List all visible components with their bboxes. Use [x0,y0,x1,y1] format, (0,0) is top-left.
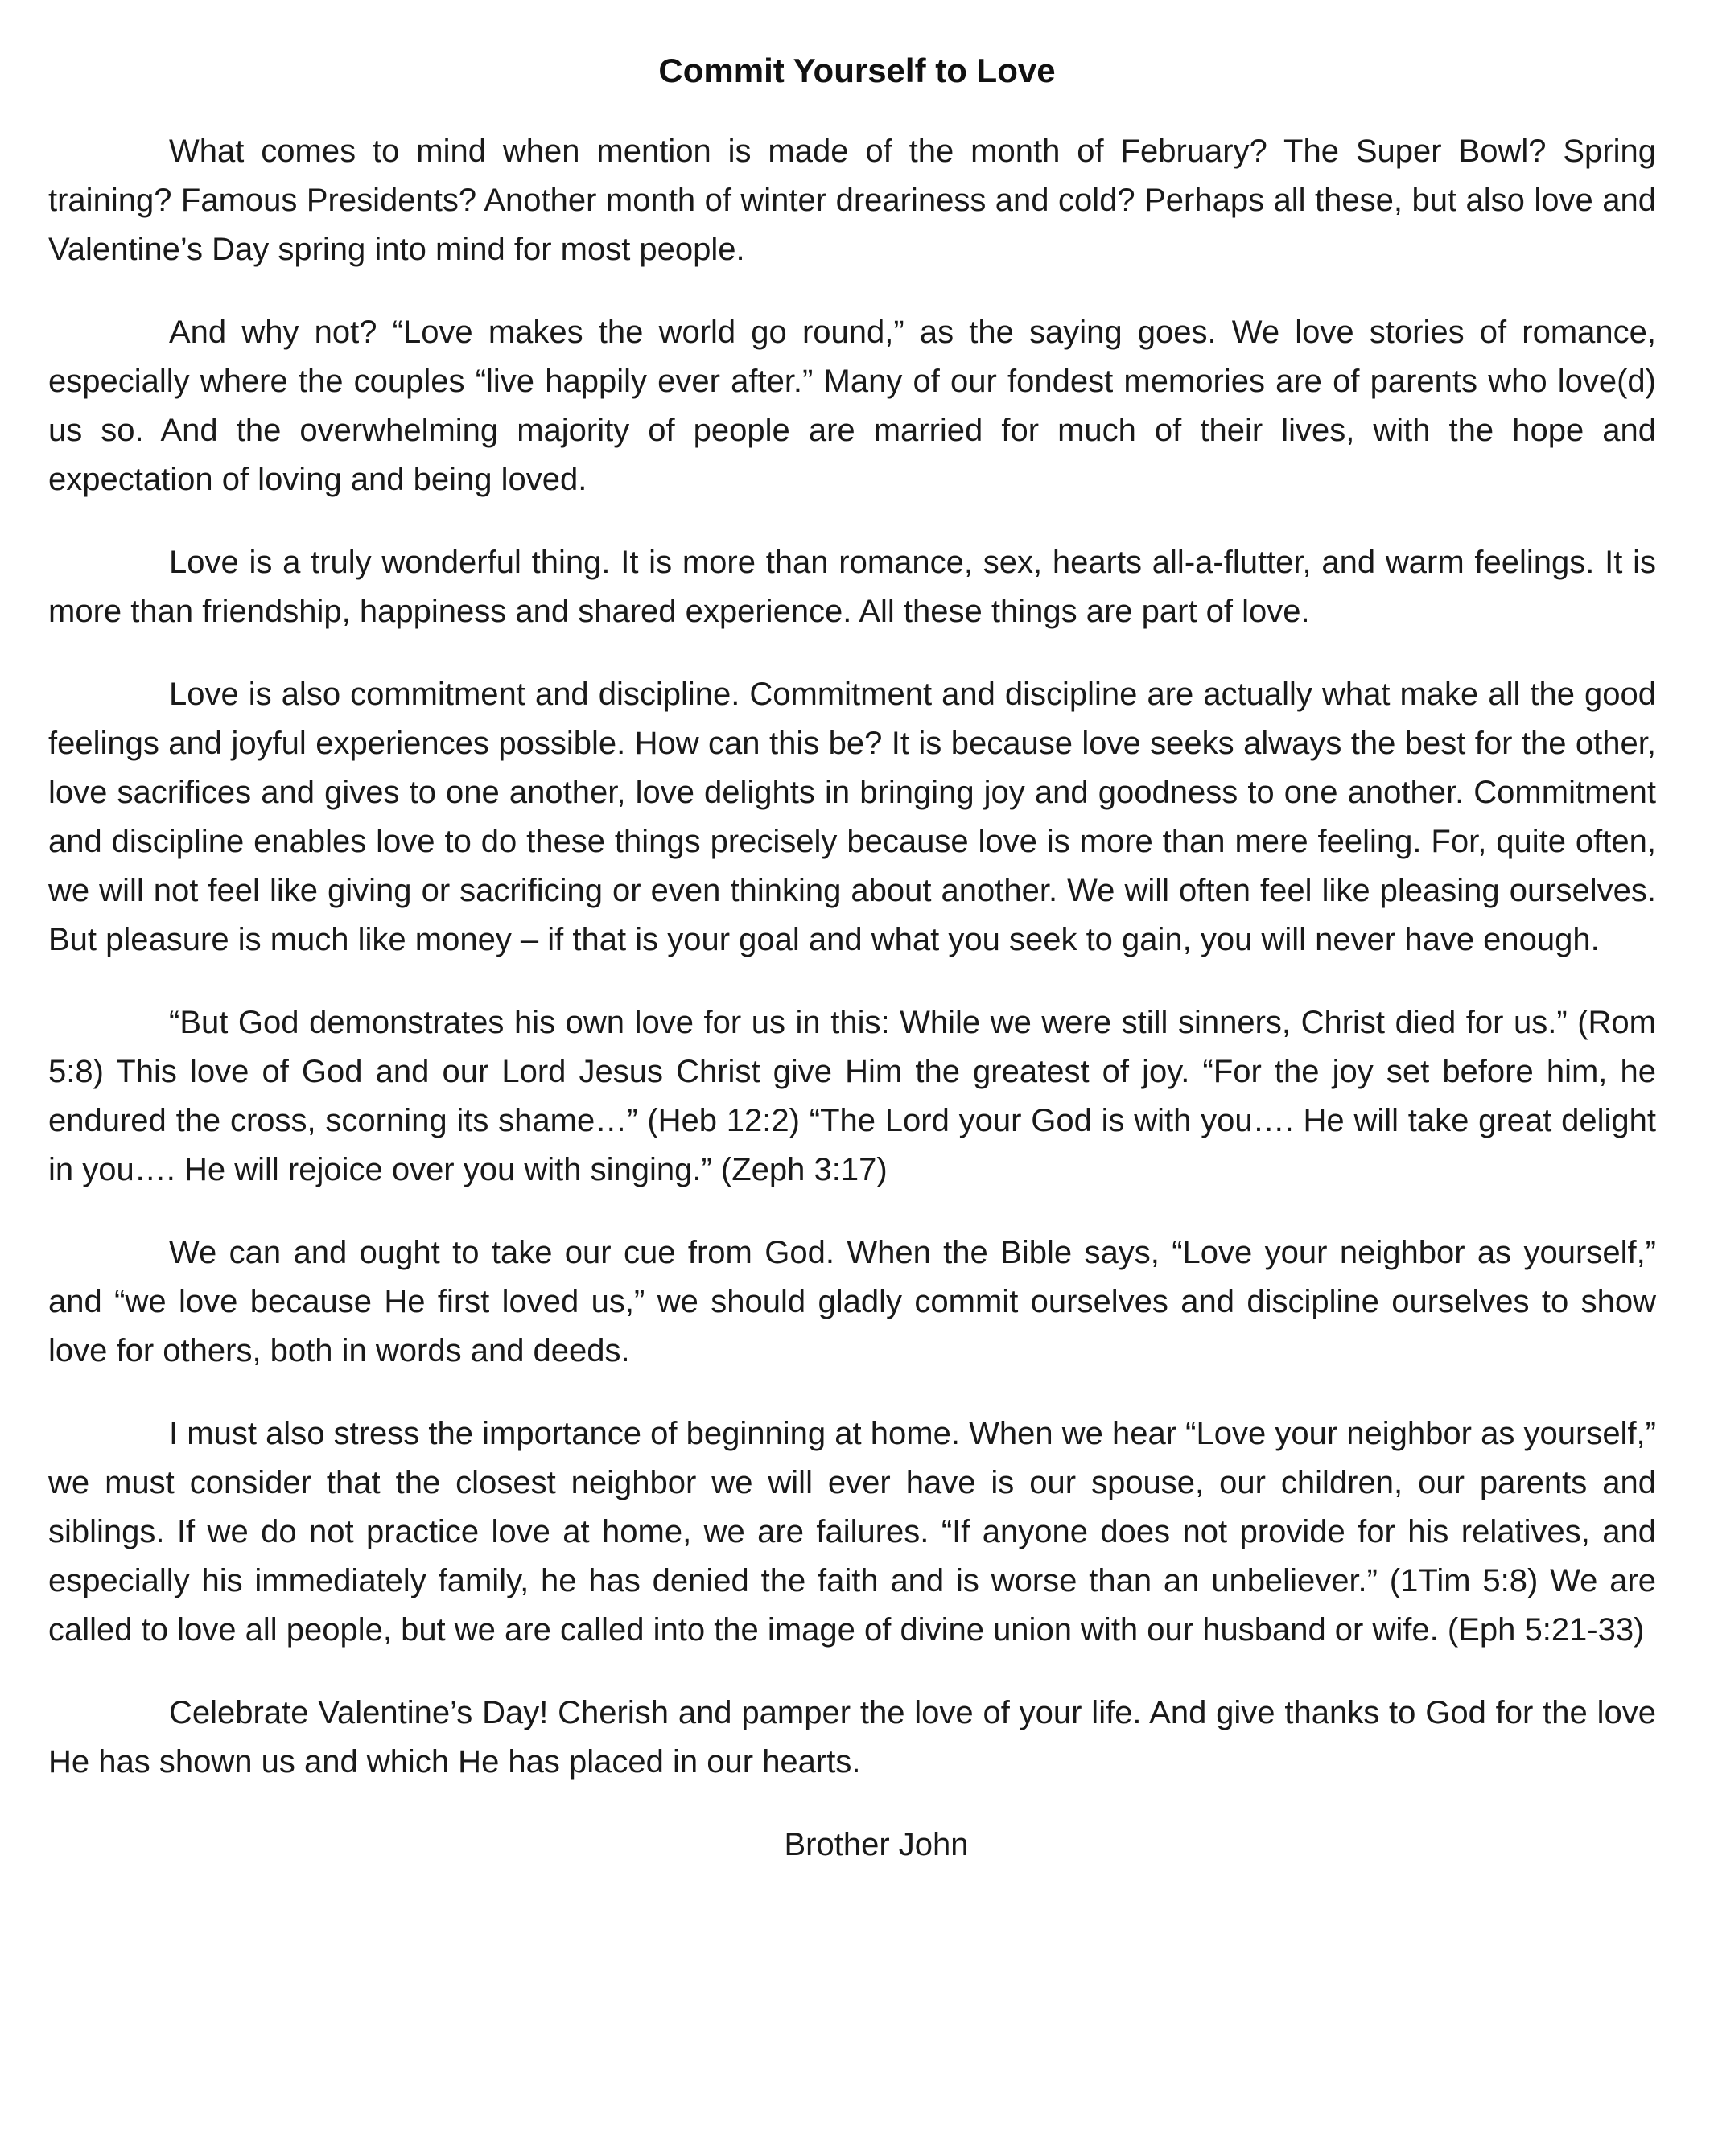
paragraph-celebrate: Celebrate Valentine’s Day! Cherish and pamper the love of your life. And give thanks to God for the love He has shown us and which He has placed in our hearts. [48,1695,1656,1780]
paragraph-beginning-at-home: I must also stress the importance of beginning at home. When we hear “Love your neighbor as yourself,” we must consider that the closest neighbor we will ever have is our spouse, our children, our parents and siblings. If we do not practice love at home, we are failures. “If anyone does not provide for his relatives, and especially his immediately family, he has denied the faith and is worse than an unbeliever.” (1Tim 5:8) We are called to love all people, but we are called into the image of divine union with our husband or wife. (Eph 5:21-33) [48,1416,1656,1648]
paragraph-god-demonstrates: “But God demonstrates his own love for us in this: While we were still sinners, Christ died for us.” (Rom 5:8) This love of God and our Lord Jesus Christ give Him the greatest of joy. “For the joy set before him, he endured the cross, scorning its shame…” (Heb 12:2) “The Lord your God is with you…. He will take great delight in you…. He will rejoice over you with singing.” (Zeph 3:17) [48,1005,1656,1187]
paragraph-wonderful-thing: Love is a truly wonderful thing. It is more than romance, sex, hearts all-a-flutter, and warm feelings. It is more than friendship, happiness and shared experience. All these things are part of love. [48,545,1656,629]
signature: Brother John [784,1827,969,1862]
paragraph-why-not: And why not? “Love makes the world go round,” as the saying goes. We love stories of romance, especially where the couples “live happily ever after.” Many of our fondest memories are of parents who love(d) us so. And the overwhelming majority of people are married for much of their lives, with the hope and expectation of loving and being loved. [48,315,1656,497]
paragraph-commitment-discipline: Love is also commitment and discipline. Commitment and discipline are actually what make all the good feelings and joyful experiences possible. How can this be? It is because love seeks always the best for the other, love sacrifices and gives to one another, love delights in bringing joy and goodness to one another. Commitment and discipline enables love to do these things precisely because love is more than mere feeling. For, quite often, we will not feel like giving or sacrificing or even thinking about another. We will often feel like pleasing ourselves. But pleasure is much like money – if that is your goal and what you seek to gain, you will never have enough. [48,677,1656,957]
paragraph-february: What comes to mind when mention is made of the month of February? The Super Bowl? Spring training? Famous Presidents? Another month of winter dreariness and cold? Perhaps all these, but also love and Valentine’s Day spring into mind for most people. [48,134,1656,267]
paragraph-cue-from-god: We can and ought to take our cue from God. When the Bible says, “Love your neighbor as yourself,” and “we love because He first loved us,” we should gladly commit ourselves and discipline ourselves to show love for others, both in words and deeds. [48,1235,1656,1368]
document-title: Commit Yourself to Love [658,51,1056,89]
document-body [48,127,1656,1869]
